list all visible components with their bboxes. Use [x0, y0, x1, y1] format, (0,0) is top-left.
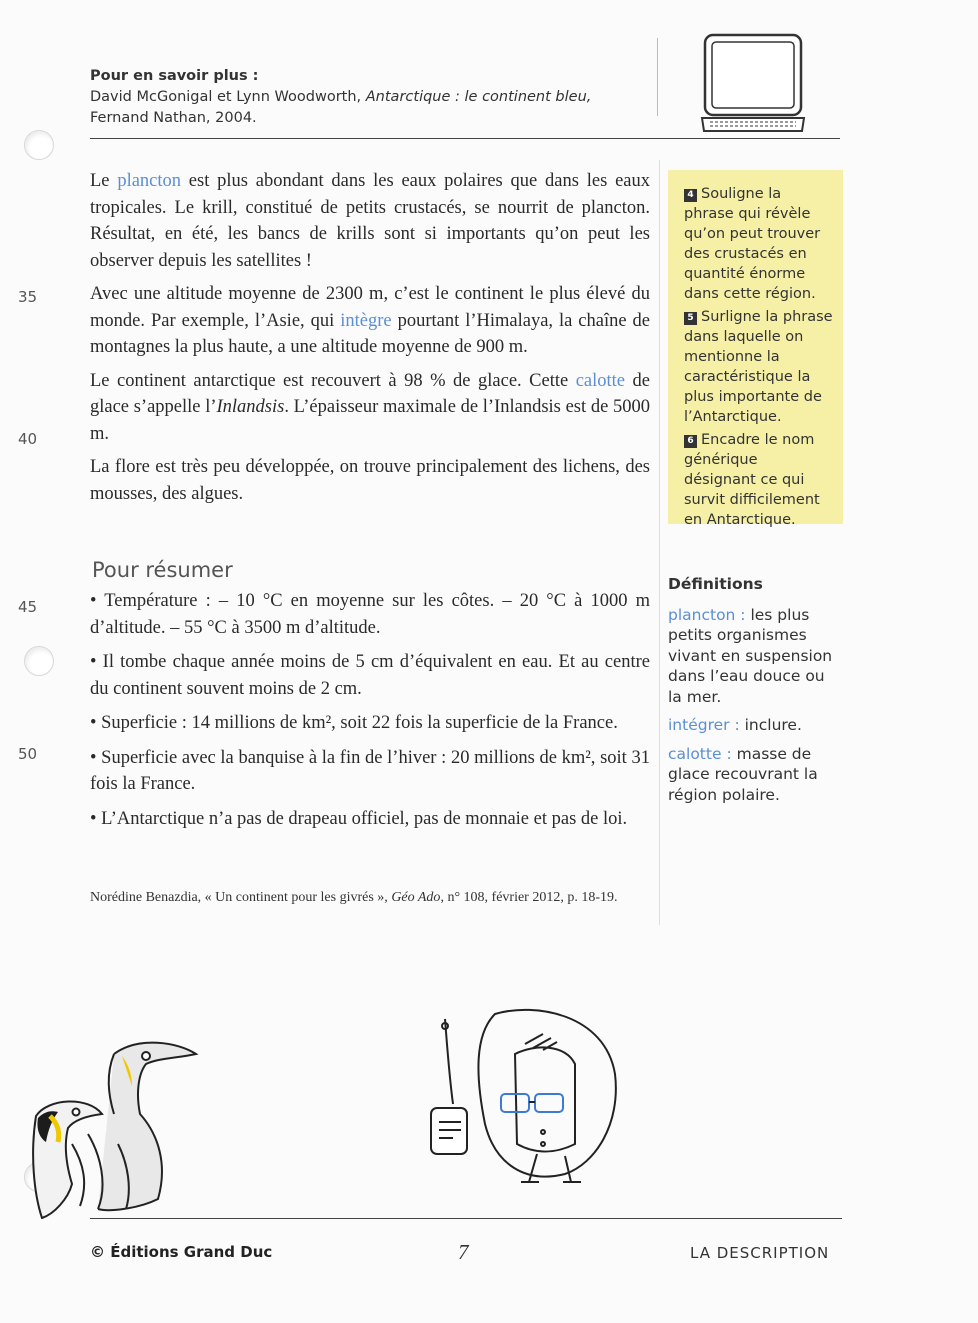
definition-sep: : [721, 744, 737, 763]
definitions [668, 574, 843, 813]
definition-text: masse de glace recouvrant la région polaire. [668, 744, 818, 804]
task-text: Surligne la phrase dans laquelle on mentionne la caractéristique la plus importante de l’Antarctique. [684, 309, 833, 425]
definition-item [668, 744, 843, 806]
tasks-box [668, 170, 843, 528]
footer-section: LA DESCRIPTION [690, 1244, 830, 1262]
source-book-title: Antarctique : le continent bleu, [365, 89, 592, 105]
divider [659, 160, 660, 925]
summary-item: • Il tombe chaque année moins de 5 cm d’équivalent en eau. Et au centre du continent souvent moins de 2 cm. [90, 652, 650, 699]
section-title: Pour résumer [92, 558, 233, 582]
definition-text: les plus petits organismes vivant en suspension dans l’eau douce ou la mer. [668, 605, 833, 706]
divider [90, 138, 840, 139]
text: Le [90, 171, 118, 191]
task-item [684, 184, 833, 304]
definition-item [668, 605, 843, 708]
text: pourtant l’Himalaya, la chaîne de montagnes la plus haute, a une altitude moyenne de 900 m. [90, 310, 651, 357]
task-item [684, 307, 833, 427]
binder-hole [24, 130, 54, 160]
definition-sep: : [735, 605, 751, 624]
definition-sep: : [729, 716, 745, 734]
definition-text: inclure. [744, 716, 802, 734]
paragraph [90, 368, 650, 448]
definition-term: calotte [668, 744, 722, 763]
penguins-illustration [28, 1034, 203, 1219]
text: de glace s’appelle l’ [90, 370, 650, 417]
line-number: 45 [18, 598, 38, 616]
line-number: 35 [18, 288, 38, 306]
paragraph: La flore est très peu développée, on trouve principalement des lichens, des mousses, des algues. [90, 457, 650, 504]
character-illustration [425, 1004, 625, 1188]
definition-item [668, 715, 843, 736]
summary-item: • Superficie : 14 millions de km², soit 22 fois la superficie de la France. [90, 713, 618, 733]
glossary-link-calotte[interactable]: calotte [575, 370, 626, 391]
binder-hole [24, 646, 54, 676]
text: Norédine Benazdia, « Un continent pour les givrés », [90, 890, 392, 905]
task-number: 5 [684, 312, 697, 325]
definition-term: plancton [668, 605, 736, 624]
source-reference [90, 66, 650, 129]
text: Le continent antarctique est recouvert à 98 % de glace. Cette [90, 370, 576, 391]
footer-publisher: © Éditions Grand Duc [90, 1243, 273, 1261]
laptop-icon [700, 32, 806, 134]
paragraph [90, 281, 650, 361]
task-text: Encadre le nom générique désignant ce qui survit difficilement en Antarctique. [684, 432, 820, 528]
text: est plus abondant dans les eaux polaires que dans les eaux tropicales. Le krill, constitué de petits crustacés, se nourrit de plancton. Résultat, en été, les bancs de krills sont si importants qu’on peut les observer depuis les satellites ! [90, 171, 650, 271]
paragraph [90, 168, 650, 274]
source-label: Pour en savoir plus : [90, 68, 259, 84]
definitions-title: Définitions [668, 575, 763, 593]
divider [657, 38, 658, 116]
text: Avec une altitude moyenne de 2300 m, c’est le continent le plus élevé du monde. Par exemple, l’Asie, qui [90, 284, 650, 331]
page-number: 7 [458, 1240, 469, 1264]
summary-item: • Superficie avec la banquise à la fin de l’hiver : 20 millions de km², soit 31 fois la France. [90, 747, 650, 794]
citation [90, 888, 650, 908]
text: . L’épaisseur maximale de l’Inlandsis est de 5000 m. [90, 397, 650, 444]
task-text: Souligne la phrase qui révèle qu’on peut trouver des crustacés en quantité énorme dans cette région. [684, 186, 821, 302]
source-publisher: Fernand Nathan, 2004. [90, 110, 257, 126]
line-number: 40 [18, 430, 38, 448]
text-italic: Inlandsis [216, 397, 285, 417]
glossary-link-integre[interactable]: intègre [340, 310, 392, 331]
summary-item: • Température : – 10 °C en moyenne sur les côtes. – 20 °C à 1000 m d’altitude. – 55 °C à 3500 m d’altitude. [90, 591, 650, 638]
main-text [90, 168, 650, 514]
source-authors: David McGonigal et Lynn Woodworth, [90, 89, 366, 105]
task-number: 4 [684, 189, 697, 202]
task-item [684, 430, 833, 530]
line-number: 50 [18, 745, 38, 763]
task-number: 6 [684, 435, 697, 448]
summary-list [90, 588, 650, 840]
text: , n° 108, février 2012, p. 18-19. [440, 890, 618, 905]
journal-title: Géo Ado [391, 890, 441, 905]
divider [90, 1218, 842, 1219]
definition-term: intégrer [668, 716, 730, 734]
summary-item: • L’Antarctique n’a pas de drapeau officiel, pas de monnaie et pas de loi. [90, 808, 628, 829]
glossary-link-plancton[interactable]: plancton [117, 171, 182, 191]
